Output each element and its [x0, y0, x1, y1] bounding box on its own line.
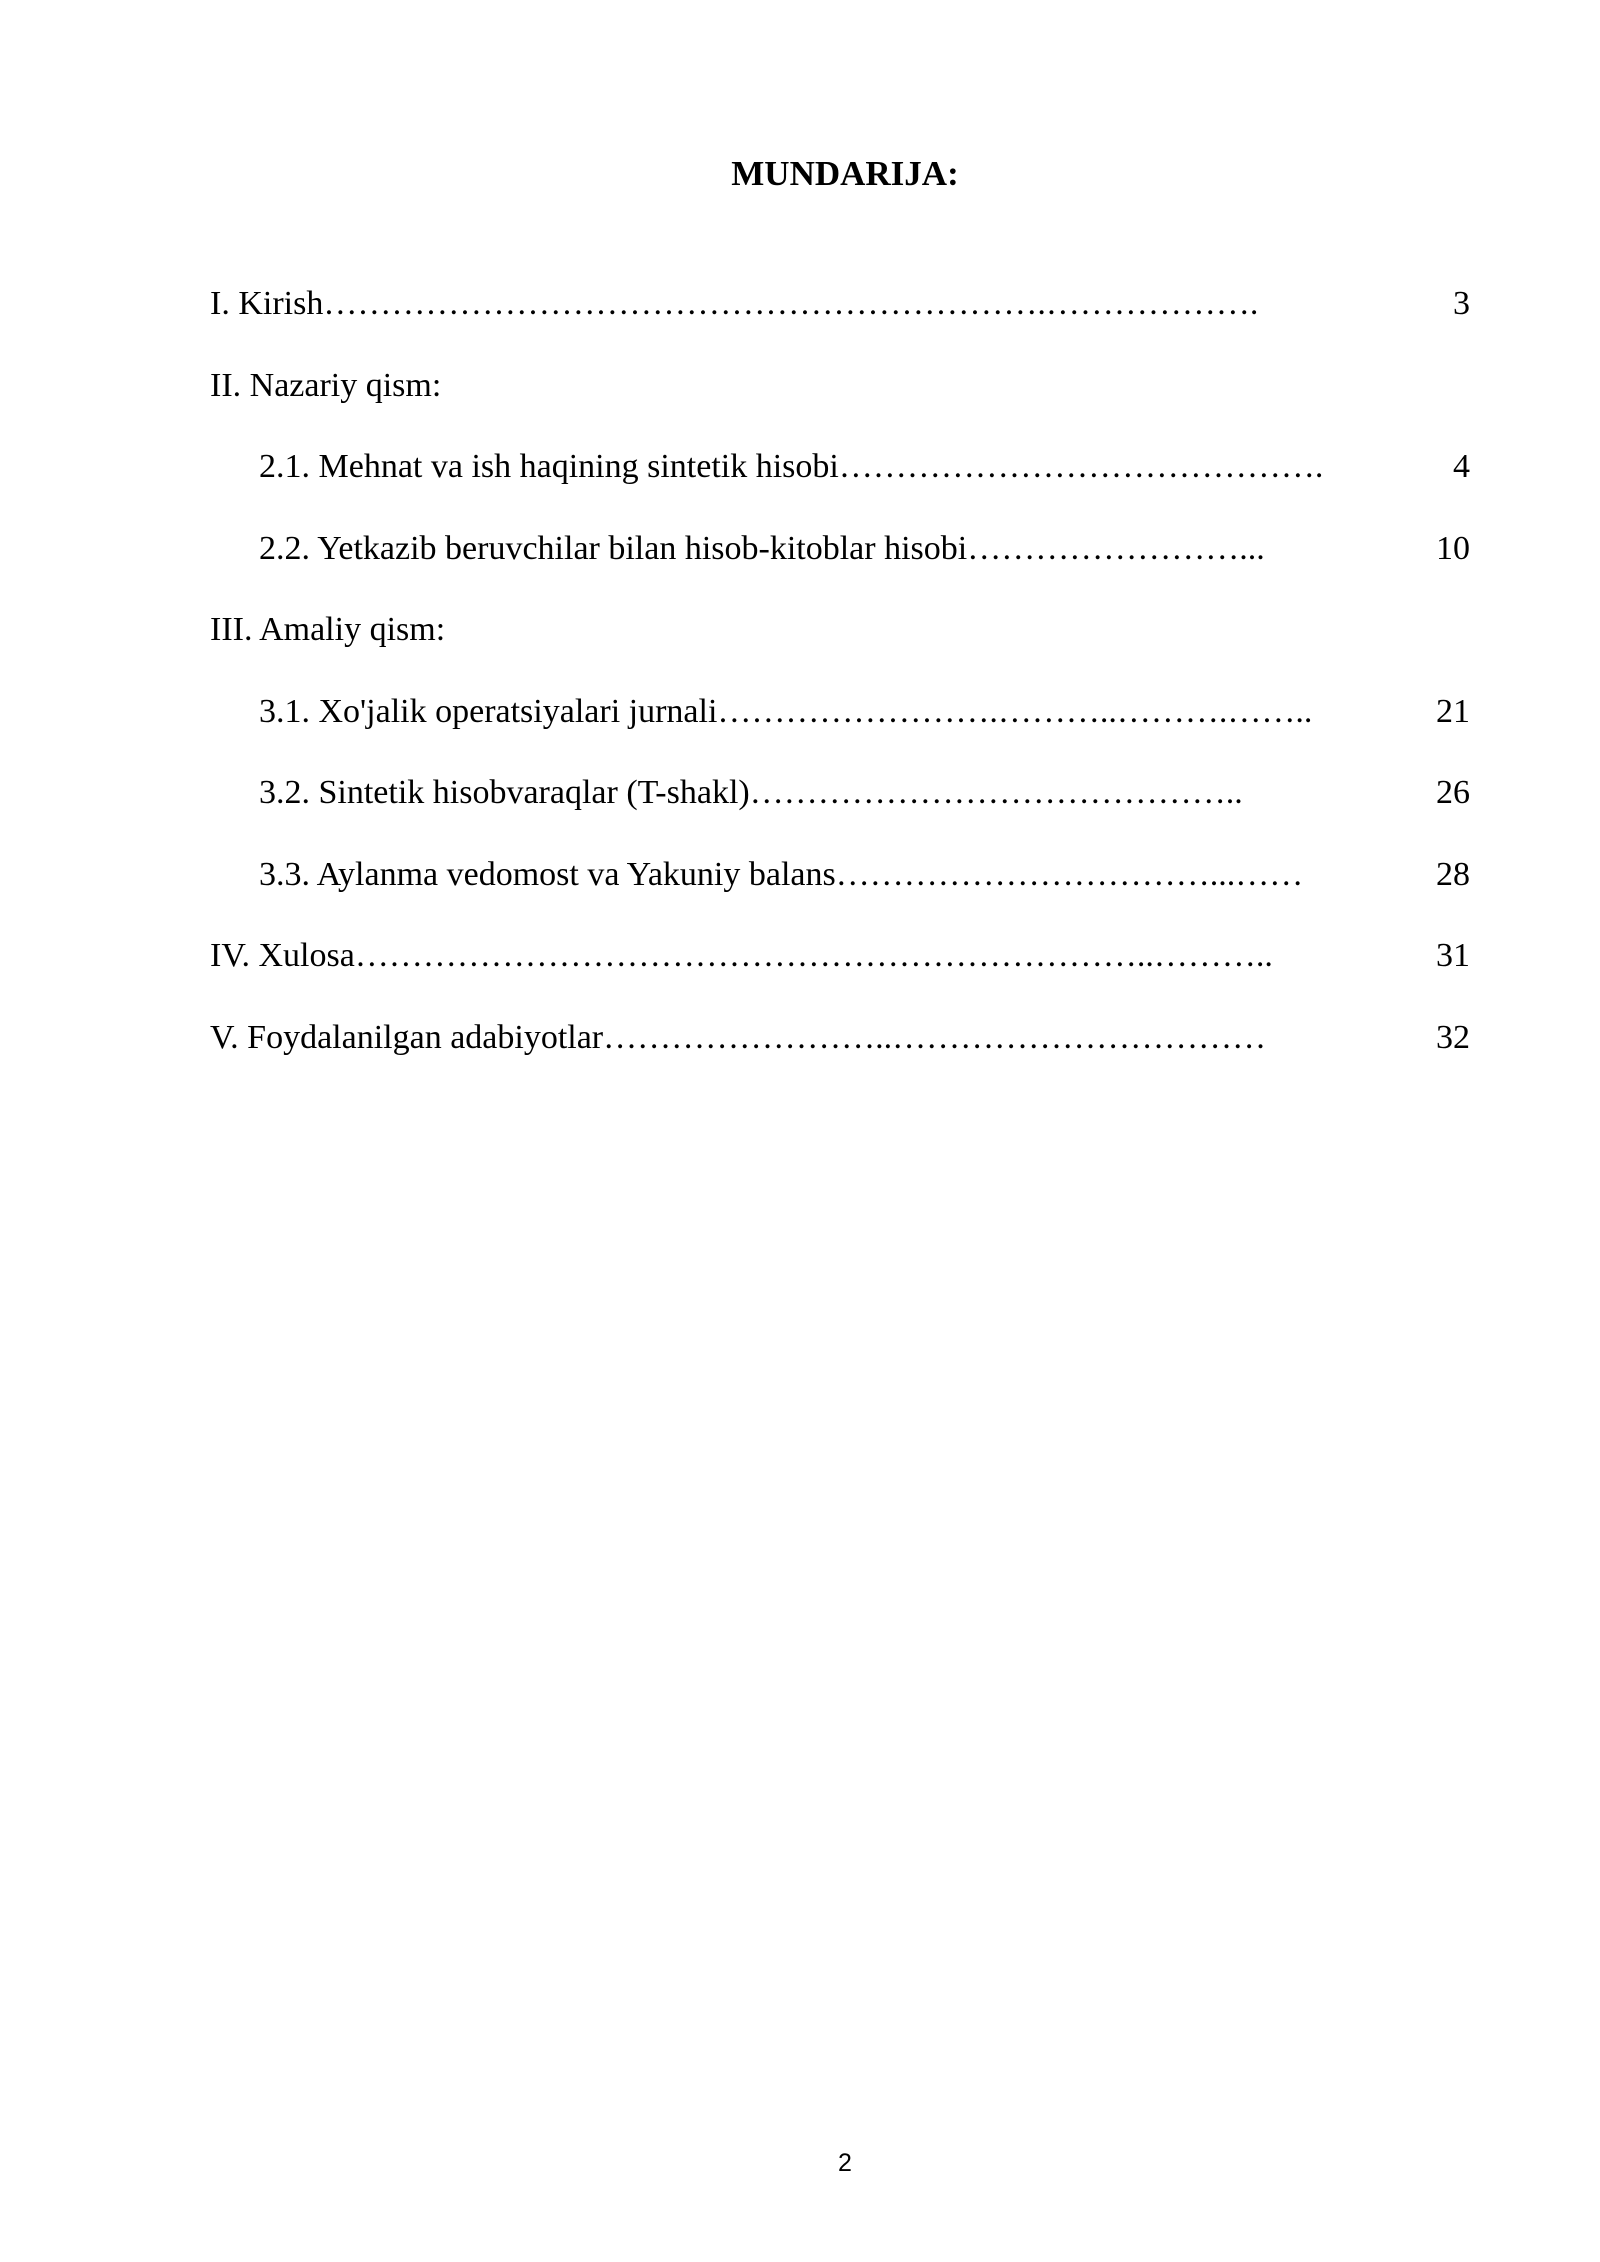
toc-entry-xulosa[interactable] — [210, 932, 1470, 1014]
toc-title: MUNDARIJA: — [731, 154, 959, 193]
toc-entry-leader: ……………………………………. — [838, 448, 1324, 485]
toc-entry-nazariy-qism[interactable] — [210, 362, 1470, 444]
page-number: 2 — [838, 2149, 852, 2177]
toc-entry-leader: …………………….………..……….…….. — [717, 692, 1313, 730]
toc-entry-2-1[interactable] — [210, 443, 1470, 525]
toc-entry-3-3[interactable] — [210, 851, 1470, 933]
toc-entry-text: II. Nazariy qism: — [210, 366, 442, 404]
toc-entry-text: IV. Xulosa — [210, 937, 355, 974]
toc-entry-page: 31 — [1436, 937, 1470, 974]
toc-entry-leader: ……………………... — [967, 529, 1265, 567]
toc-entry-2-2[interactable] — [210, 525, 1470, 607]
toc-entry-text: 3.2. Sintetik hisobvaraqlar (T-shakl) — [259, 774, 750, 811]
toc-entry-leader: ……………………………………………………….………………. — [323, 285, 1259, 322]
toc-entry-text: V. Foydalanilgan adabiyotlar — [210, 1018, 604, 1056]
toc-entry-page: 21 — [1436, 692, 1470, 730]
toc-entry-amaliy-qism[interactable] — [210, 606, 1470, 688]
toc-entry-leader: ……………………..…………………………… — [603, 1018, 1267, 1056]
toc-entry-text: 2.1. Mehnat va ish haqining sintetik hisobi — [259, 448, 839, 485]
toc-entry-3-2[interactable] — [210, 769, 1470, 851]
toc-entry-text: 3.1. Xo'jalik operatsiyalari jurnali — [259, 692, 718, 730]
toc-entry-3-1[interactable] — [210, 688, 1470, 770]
toc-entry-leader: ……………………………...…… — [835, 855, 1304, 893]
toc-entry-adabiyotlar[interactable] — [210, 1014, 1470, 1096]
toc-entry-leader: ……………………………………………………………..……….. — [354, 937, 1273, 974]
toc-entry-text: III. Amaliy qism: — [210, 611, 446, 648]
toc-entry-page: 32 — [1436, 1018, 1470, 1056]
toc-entry-page: 10 — [1436, 529, 1470, 567]
toc-entry-page: 4 — [1453, 448, 1470, 485]
toc-entry-text: 2.2. Yetkazib beruvchilar bilan hisob-kitoblar hisobi — [259, 529, 968, 567]
toc-entry-page: 28 — [1436, 855, 1470, 893]
toc-entry-page: 3 — [1453, 285, 1470, 322]
toc-entry-kirish[interactable] — [210, 280, 1470, 362]
toc-entry-text: 3.3. Aylanma vedomost va Yakuniy balans — [259, 855, 836, 893]
toc-entry-page: 26 — [1436, 774, 1470, 811]
table-of-contents — [210, 280, 1470, 1095]
toc-entry-leader: …………………………………….. — [749, 774, 1243, 811]
toc-entry-text: I. Kirish — [210, 285, 324, 322]
